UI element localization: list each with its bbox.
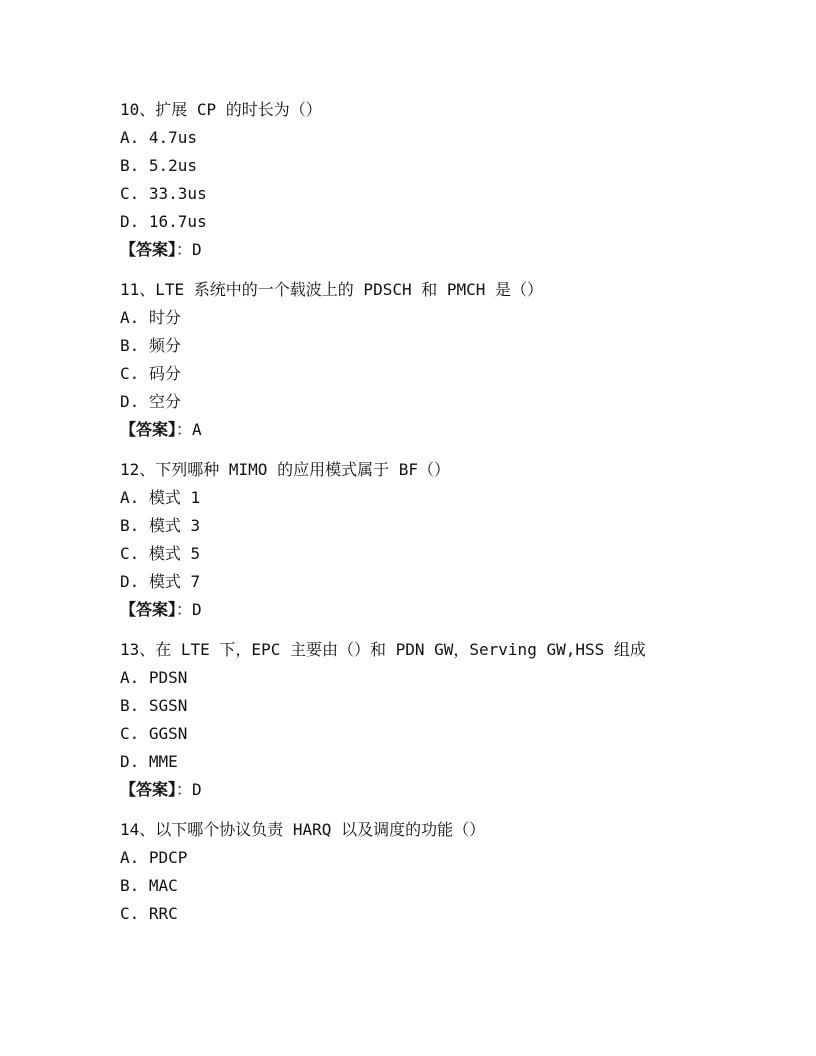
question-title: 10、扩展 CP 的时长为（）: [120, 100, 322, 119]
answer-line: [120, 236, 720, 264]
option-a: A. PDCP: [120, 848, 188, 867]
answer-separator: ：: [176, 780, 193, 799]
question-12: [120, 456, 720, 624]
answer-separator: ：: [176, 420, 193, 439]
answer-line: [120, 776, 720, 804]
option-b: B. SGSN: [120, 696, 188, 715]
question-title: 11、LTE 系统中的一个载波上的 PDSCH 和 PMCH 是（）: [120, 280, 544, 299]
answer-label: 【答案】: [120, 420, 177, 439]
option-c: C. 33.3us: [120, 184, 207, 203]
answer-separator: ：: [176, 600, 193, 619]
answer-value: A: [192, 420, 202, 439]
question-11: [120, 276, 720, 444]
answer-label: 【答案】: [120, 780, 177, 799]
option-d: D. MME: [120, 752, 178, 771]
answer-separator: ：: [176, 240, 193, 259]
answer-line: [120, 416, 720, 444]
option-a: A. 4.7us: [120, 128, 198, 147]
option-a: A. 模式 1: [120, 488, 201, 507]
answer-label: 【答案】: [120, 600, 177, 619]
answer-value: D: [192, 780, 202, 799]
option-c: C. RRC: [120, 904, 178, 923]
question-13: [120, 636, 720, 804]
question-title: 13、在 LTE 下，EPC 主要由（）和 PDN GW，Serving GW,HSS 组成: [120, 640, 646, 659]
option-b: B. 模式 3: [120, 516, 201, 535]
option-b: B. 5.2us: [120, 156, 198, 175]
option-b: B. MAC: [120, 876, 178, 895]
question-list: [120, 96, 720, 940]
option-d: D. 空分: [120, 392, 181, 411]
answer-label: 【答案】: [120, 240, 177, 259]
option-a: A. 时分: [120, 308, 181, 327]
option-c: C. GGSN: [120, 724, 188, 743]
option-c: C. 模式 5: [120, 544, 201, 563]
question-title: 12、下列哪种 MIMO 的应用模式属于 BF（）: [120, 460, 450, 479]
option-d: D. 16.7us: [120, 212, 207, 231]
option-a: A. PDSN: [120, 668, 188, 687]
question-14: [120, 816, 720, 928]
option-c: C. 码分: [120, 364, 181, 383]
answer-value: D: [192, 240, 202, 259]
option-b: B. 频分: [120, 336, 181, 355]
question-title: 14、以下哪个协议负责 HARQ 以及调度的功能（）: [120, 820, 486, 839]
question-10: [120, 96, 720, 264]
option-d: D. 模式 7: [120, 572, 201, 591]
answer-value: D: [192, 600, 202, 619]
answer-line: [120, 596, 720, 624]
